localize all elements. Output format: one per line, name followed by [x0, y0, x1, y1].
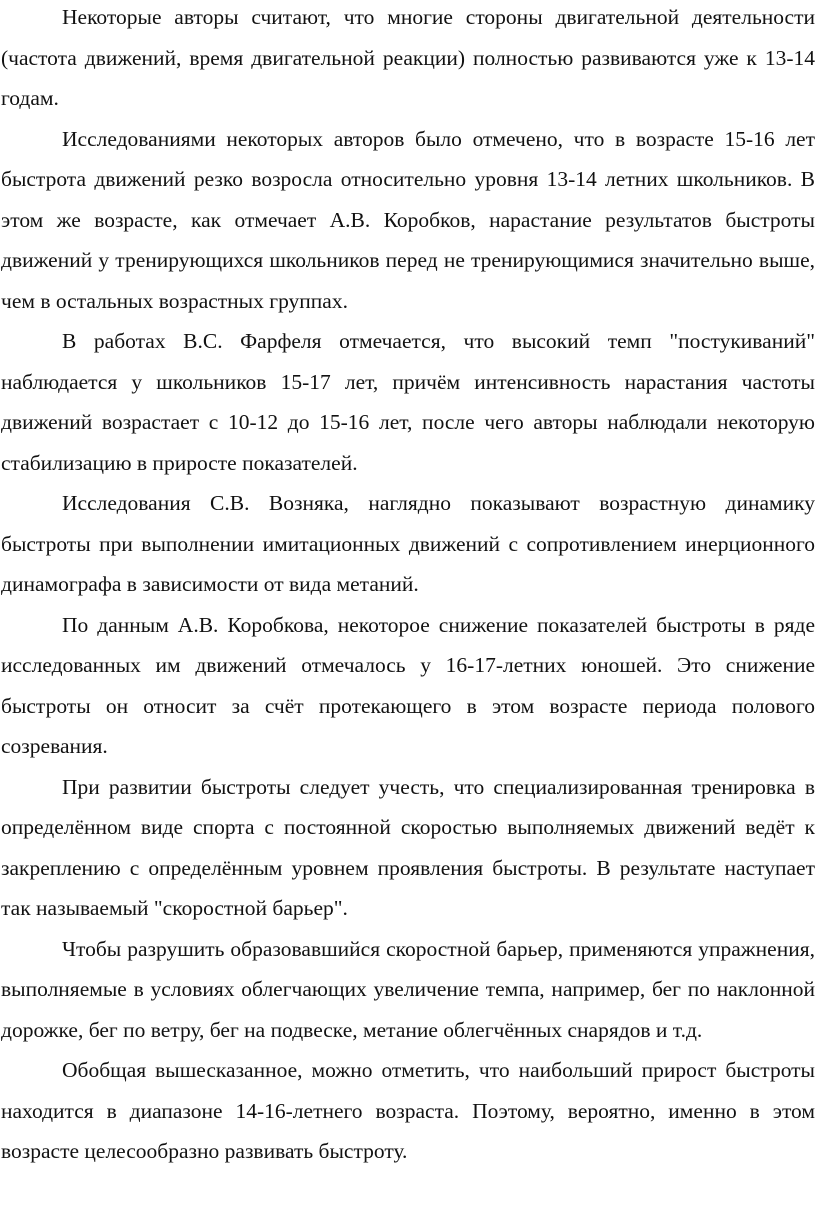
paragraph-1: Некоторые авторы считают, что многие стороны двигательной деятельности (частота движений, время двигательной реакции) полностью развиваются уже к 13-14 годам. — [1, 5, 815, 110]
paragraph-8: Обобщая вышесказанное, можно отметить, что наибольший прирост быстроты находится в диапазоне 14-16-летнего возраста. Поэтому, вероятно, именно в этом возрасте целесообразно развивать быстроту. — [1, 1058, 815, 1163]
paragraph-4: Исследования С.В. Возняка, наглядно показывают возрастную динамику быстроты при выполнении имитационных движений с сопротивлением инерционного динамографа в зависимости от вида метаний. — [1, 491, 815, 596]
paragraph-5: По данным А.В. Коробкова, некоторое снижение показателей быстроты в ряде исследованных им движений отмечалось у 16-17-летних юношей. Это снижение быстроты он относит за счёт протекающего в этом возрасте периода полового созревания. — [1, 612, 815, 758]
paragraph-6: При развитии быстроты следует учесть, что специализированная тренировка в определённом виде спорта с постоянной скоростью выполняемых движений ведёт к закреплению с определённым уровнем проявления быстроты. В результате наступает так называемый "скоростной барьер". — [1, 774, 815, 920]
paragraph-2: Исследованиями некоторых авторов было отмечено, что в возрасте 15-16 лет быстрота движений резко возросла относительно уровня 13-14 летних школьников. В этом же возрасте, как отмечает А.В. Коробков, нарастание результатов быстроты движений у тренирующихся школьников перед не тренирующимися значительно выше, чем в остальных возрастных группах. — [1, 126, 815, 313]
paragraph-3: В работах В.С. Фарфеля отмечается, что высокий темп "постукиваний" наблюдается у школьников 15-17 лет, причём интенсивность нарастания частоты движений возрастает с 10-12 до 15-16 лет, после чего авторы наблюдали некоторую стабилизацию в приросте показателей. — [1, 329, 815, 475]
paragraph-7: Чтобы разрушить образовавшийся скоростной барьер, применяются упражнения, выполняемые в условиях облегчающих увеличение темпа, например, бег по наклонной дорожке, бег по ветру, бег на подвеске, метание облегчённых снарядов и т.д. — [1, 936, 815, 1042]
